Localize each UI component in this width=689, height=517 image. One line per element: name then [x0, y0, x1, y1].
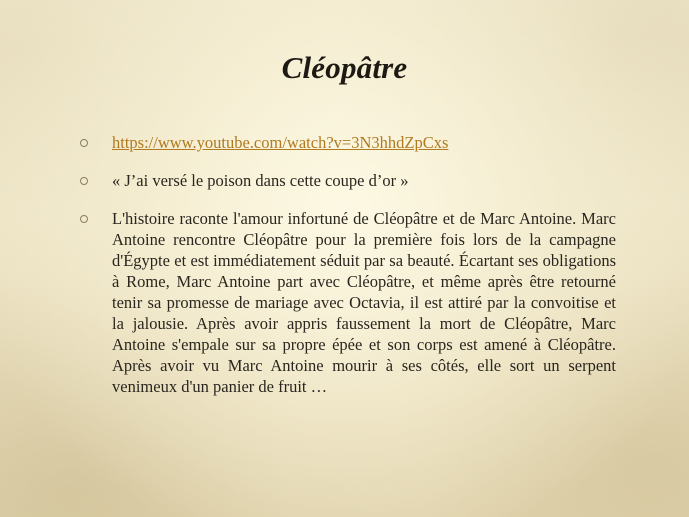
- hollow-circle-icon: [80, 215, 88, 223]
- bullet-item-quote: [80, 170, 616, 191]
- bullet-item-link: [80, 132, 616, 153]
- bullet-item-paragraph: [80, 208, 616, 397]
- youtube-link[interactable]: https://www.youtube.com/watch?v=3N3hhdZpCxs: [112, 133, 449, 152]
- slide-title: Cléopâtre: [281, 50, 408, 85]
- hollow-circle-icon: [80, 139, 88, 147]
- quote-text: « J’ai versé le poison dans cette coupe d’or »: [112, 171, 409, 190]
- hollow-circle-icon: [80, 177, 88, 185]
- story-paragraph: L'histoire raconte l'amour infortuné de Cléopâtre et de Marc Antoine. Marc Antoine rencontre Cléopâtre pour la première fois lors de la campagne d'Égypte et est immédiatement séduit par sa beauté. Écartant ses obligations à Rome, Marc Antoine part avec Cléopâtre, et même après être retourné tenir sa promesse de mariage avec Octavia, il est attiré par la convoitise et la jalousie. Après avoir appris faussement la mort de Cléopâtre, Marc Antoine s'empale sur sa propre épée et son corps est amené à Cléopâtre. Après avoir vu Marc Antoine mourir à ses côtés, elle sort un serpent venimeux d'un panier de fruit …: [112, 209, 616, 396]
- bullet-list: [80, 132, 616, 397]
